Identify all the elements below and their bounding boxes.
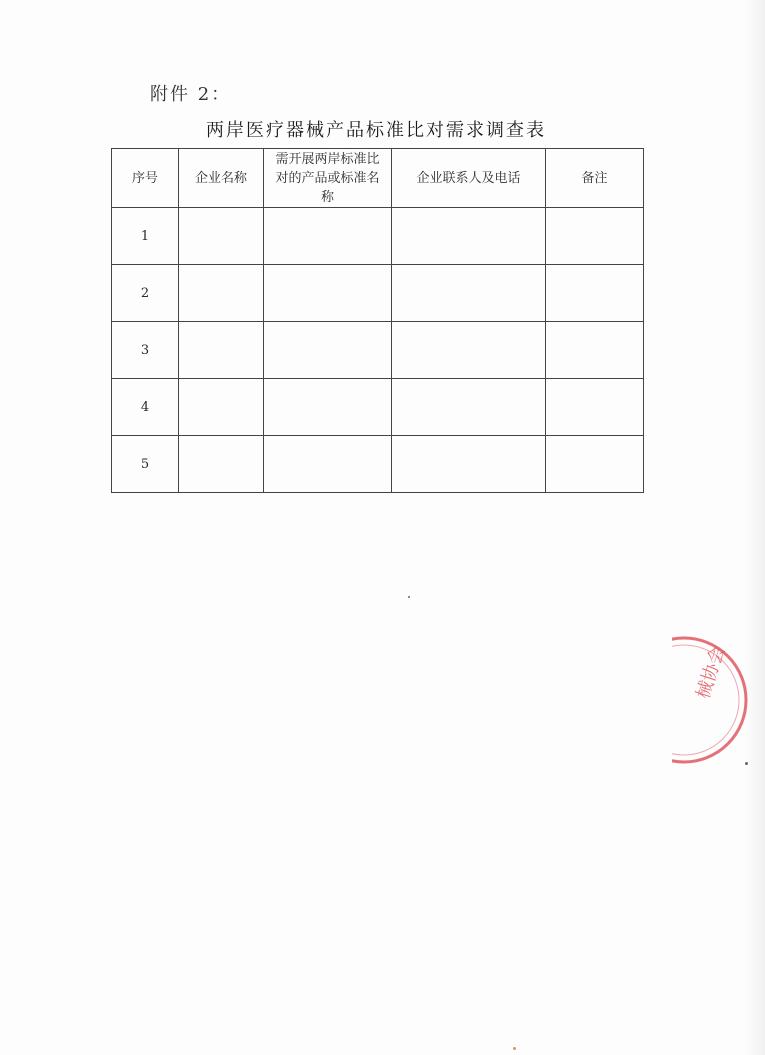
header-company-name: 企业名称 [179, 149, 264, 208]
header-product-or-standard-name: 需开展两岸标准比对的产品或标准名称 [264, 149, 392, 208]
cell-remarks [546, 322, 644, 379]
cell-product-or-standard-name [264, 265, 392, 322]
table-row [112, 265, 644, 322]
row-serial-number: 4 [112, 379, 179, 436]
cell-remarks [546, 436, 644, 493]
cell-remarks [546, 265, 644, 322]
header-contact-and-phone: 企业联系人及电话 [392, 149, 546, 208]
document-title: 两岸医疗器械产品标准比对需求调查表 [206, 120, 546, 141]
cell-contact-and-phone [392, 322, 546, 379]
header-remarks: 备注 [546, 149, 644, 208]
cell-contact-and-phone [392, 436, 546, 493]
cell-company-name [179, 265, 264, 322]
seal-stamp-text: 械协会 [692, 643, 730, 702]
cell-remarks [546, 379, 644, 436]
cell-product-or-standard-name [264, 322, 392, 379]
cell-product-or-standard-name [264, 436, 392, 493]
scan-speck [745, 762, 748, 765]
cell-company-name [179, 322, 264, 379]
row-serial-number: 2 [112, 265, 179, 322]
scan-edge-shadow [745, 0, 765, 1055]
cell-contact-and-phone [392, 265, 546, 322]
row-serial-number: 1 [112, 208, 179, 265]
row-serial-number: 3 [112, 322, 179, 379]
seal-stamp [672, 630, 765, 770]
scan-speck [513, 1047, 516, 1050]
table-row [112, 379, 644, 436]
cell-product-or-standard-name [264, 379, 392, 436]
cell-company-name [179, 379, 264, 436]
cell-contact-and-phone [392, 379, 546, 436]
cell-remarks [546, 208, 644, 265]
cell-company-name [179, 436, 264, 493]
row-serial-number: 5 [112, 436, 179, 493]
cell-company-name [179, 208, 264, 265]
table-header-row [112, 149, 644, 208]
survey-table [111, 148, 644, 493]
attachment-label: 附件 2： [150, 84, 232, 105]
header-serial-number: 序号 [112, 149, 179, 208]
cell-contact-and-phone [392, 208, 546, 265]
cell-product-or-standard-name [264, 208, 392, 265]
scan-speck [408, 596, 410, 598]
table-row [112, 208, 644, 265]
table-row [112, 322, 644, 379]
table-row [112, 436, 644, 493]
